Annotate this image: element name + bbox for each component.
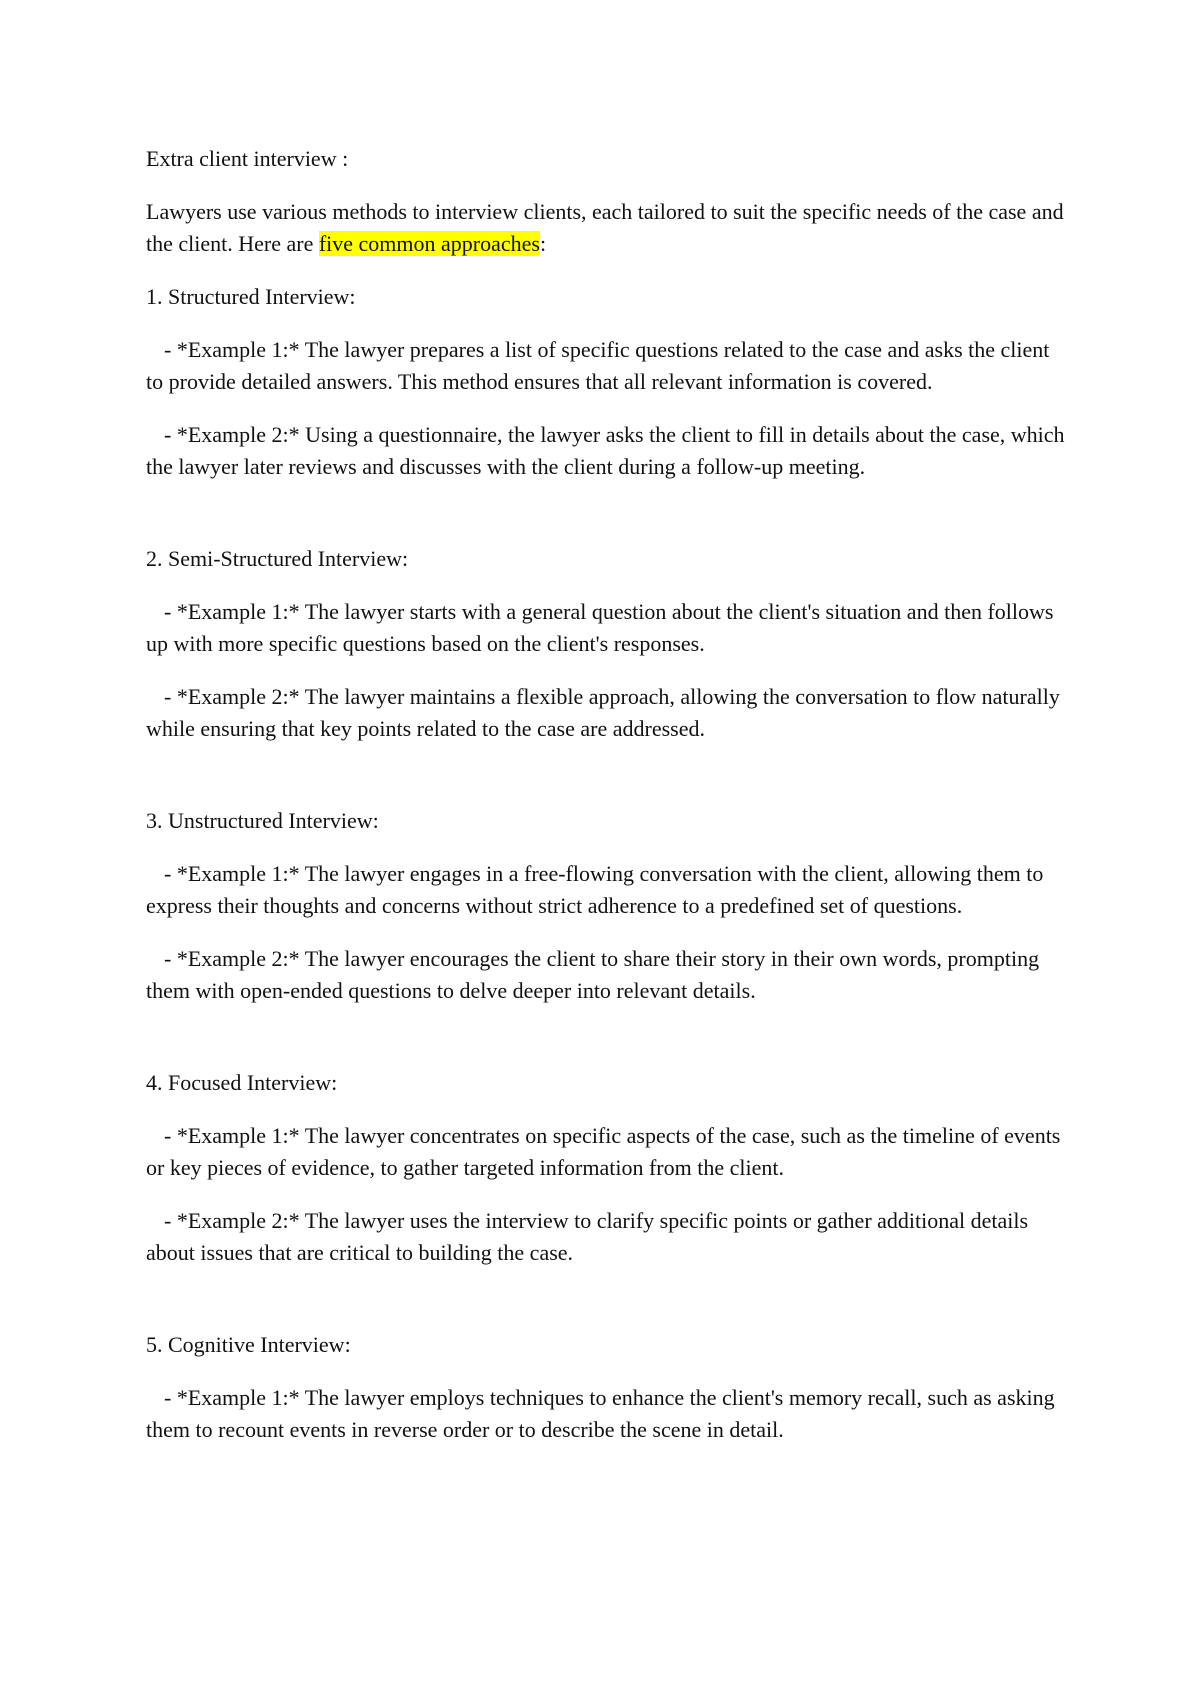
document-body xyxy=(146,143,1066,1467)
example-paragraph: - *Example 2:* Using a questionnaire, the lawyer asks the client to fill in details about the case, which the lawyer later reviews and discusses with the client during a follow-up meeting. xyxy=(146,422,1065,479)
section-spacer xyxy=(146,1028,1066,1067)
example-paragraph: - *Example 2:* The lawyer maintains a flexible approach, allowing the conversation to flow naturally while ensuring that key points related to the case are addressed. xyxy=(146,684,1060,741)
example-paragraph: - *Example 2:* The lawyer uses the interview to clarify specific points or gather additional details about issues that are critical to building the case. xyxy=(146,1208,1029,1265)
example-paragraph: - *Example 1:* The lawyer starts with a general question about the client's situation and then follows up with more specific questions based on the client's responses. xyxy=(146,599,1054,656)
section-spacer xyxy=(146,766,1066,805)
section-heading: 3. Unstructured Interview: xyxy=(146,808,379,833)
section-spacer xyxy=(146,1290,1066,1329)
highlighted-phrase: five common approaches xyxy=(318,231,540,256)
example-paragraph: - *Example 1:* The lawyer concentrates on specific aspects of the case, such as the timeline of events or key pieces of evidence, to gather targeted information from the client. xyxy=(146,1123,1061,1180)
section-heading: 4. Focused Interview: xyxy=(146,1070,338,1095)
example-paragraph: - *Example 1:* The lawyer employs techniques to enhance the client's memory recall, such as asking them to recount events in reverse order or to describe the scene in detail. xyxy=(146,1385,1055,1442)
example-paragraph: - *Example 1:* The lawyer prepares a list of specific questions related to the case and asks the client to provide detailed answers. This method ensures that all relevant information is covered. xyxy=(146,337,1050,394)
example-paragraph: - *Example 2:* The lawyer encourages the client to share their story in their own words, prompting them with open-ended questions to delve deeper into relevant details. xyxy=(146,946,1040,1003)
section-heading: 2. Semi-Structured Interview: xyxy=(146,546,409,571)
intro-text: Lawyers use various methods to interview clients, each tailored to suit the specific needs of the case and the client. Here are xyxy=(146,199,1064,256)
example-paragraph: - *Example 1:* The lawyer engages in a free-flowing conversation with the client, allowing them to express their thoughts and concerns without strict adherence to a predefined set of questions. xyxy=(146,861,1044,918)
document-title: Extra client interview : xyxy=(146,146,349,171)
intro-paragraph xyxy=(146,196,1066,260)
section-heading: 5. Cognitive Interview: xyxy=(146,1332,351,1357)
intro-end: : xyxy=(539,231,547,256)
section-heading: 1. Structured Interview: xyxy=(146,284,356,309)
section-spacer xyxy=(146,504,1066,543)
